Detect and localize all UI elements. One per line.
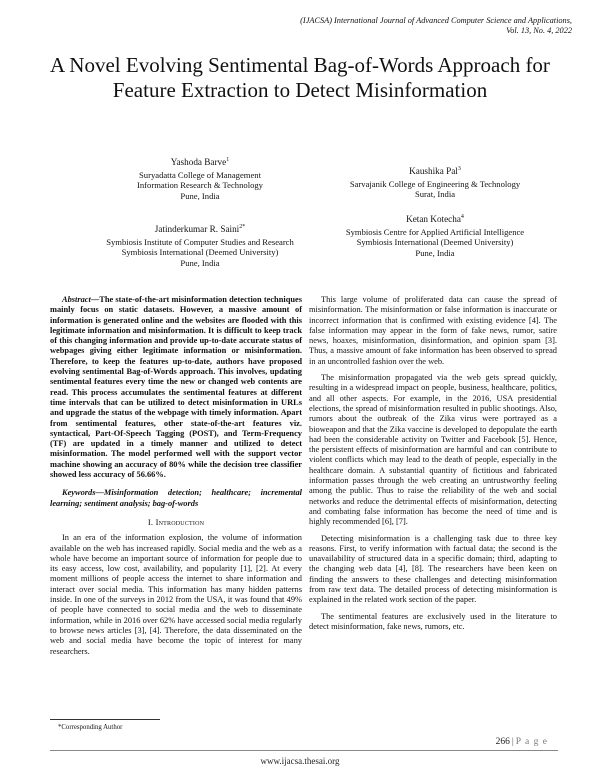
author-affiliation: Information Research & Technology <box>137 180 263 191</box>
body-paragraph: Detecting misinformation is a challenging task due to three key reasons. First, to verify information with factual data; the second is the unavailability of structured data in a specific domain; third, adapting to the changing web data [4], [8]. The researchers have been keen on finding the answers to these challenges and detecting misinformation from raw text data. The detailed process of detecting misinformation is explained in the related work section of the paper. <box>309 533 557 605</box>
author-name: Ketan Kotecha$^4$ <box>406 213 464 224</box>
footnote-divider <box>50 719 160 720</box>
author-affiliation: Symbiosis Centre for Applied Artificial Intelligence <box>345 226 525 237</box>
author-affiliation: Symbiosis Institute of Computer Studies and Research <box>106 236 294 247</box>
body-paragraph: The misinformation propagated via the web gets spread quickly, resulting in a widespread impact on people, business, healthcare, politics, and all other aspects. For example, in the 2016, USA presidential elections, the spread of misinformation resulted in public shootings. Also, rumors about the outbreak of the Zika virus were portrayed as a bioweapon and that the Zika vaccine is developed to depopulate the earth had been the considerable activity on Twitter and Facebook [5]. Hence, the persistent effects of misinformation are harmful and can contribute to violent conflicts which may lead to the death of people, especially in the healthcare domain. A substantial quantity of fictitious and fabricated information passes through the web creating an untrustworthy feeling among the public. Thus to raise the reliability of the web and social networks and reduce the detrimental effects of misinformation, detecting and combating false information has become the need of time and is highly recommended [6], [7]. <box>309 373 557 527</box>
body-paragraph: This large volume of proliferated data can cause the spread of misinformation. The misinformation or false information is inaccurate or incorrect information that is confirmed with existing evidence [4]. The false information may appear in the form of fake news, rumor, satire news, hoaxes, misinformation, disinformation, and opinion spam [3]. Thus, a massive amount of fake information has been observed to spread in an uncontrolled fashion over the web. <box>309 295 557 366</box>
body-paragraph: The sentimental features are exclusively used in the literature to detect misinformation, fake news, rumors, etc. <box>309 611 557 631</box>
left-column <box>50 295 302 663</box>
section-heading-introduction: I. Introduction <box>147 516 205 527</box>
author-block-3 <box>310 166 560 200</box>
journal-name: (IJACSA) International Journal of Advanced Computer Science and Applications, <box>300 16 572 25</box>
page-number: 266 | P a g e <box>495 737 548 747</box>
footnote-corresponding-author: *Corresponding Author <box>58 724 123 731</box>
author-affiliation: Pune, India <box>180 190 220 201</box>
keywords: Keywords—Misinformation detection; healthcare; incremental learning; sentiment analysis; bag-of-words <box>50 488 302 508</box>
author-affiliation: Suryadatta College of Management <box>139 169 261 180</box>
author-affiliation: Symbiosis International (Deemed University) <box>356 237 514 248</box>
author-affiliation: Pune, India <box>180 257 220 268</box>
right-column <box>309 295 557 638</box>
author-name: Yashoda Barve$^1$ <box>170 156 230 167</box>
author-affiliation: Sarvajanik College of Engineering & Technology <box>349 178 521 189</box>
journal-volume: Vol. 13, No. 4, 2022 <box>506 26 572 35</box>
author-affiliation: Pune, India <box>415 247 455 258</box>
author-name: Kaushika Pal$^3$ <box>409 165 461 176</box>
body-paragraph: In an era of the information explosion, the volume of information available on the web has increased rapidly. Social media and the web as a whole have become an important source of information for people due to its easy access, low cost, availability, and popularity [1], [2]. At every moment millions of people access the internet to share information and interact over social media. This information has many hidden patterns inside. In one of the surveys in 2012 from the USA, it was found that 49% of people have connected to social media and the web to disseminate information, while in 2016 over 62% have accessed social media regularly to browse news articles [3], [4]. Therefore, the data disseminated on the web and social media have become the topic of interest for many researchers. <box>50 533 302 656</box>
paper-title: A Novel Evolving Sentimental Bag-of-Words Approach for Feature Extraction to Detect Misinformation <box>50 53 550 102</box>
abstract: Abstract—The state-of-the-art misinformation detection techniques mainly focus on static datasets. However, a massive amount of information is generated online and the websites are flooded with this legitimate information and misinformation. It is difficult to keep track of this changing information and provide up-to-date accurate status of webpages giving either legitimate information or misinformation. Therefore, to keep the features up-to-date, authors have proposed evolving sentimental Bag-of-Words approach. This involves, updating sentimental features every time the new or changed web contents are read. This process accumulates the sentimental features at different time intervals that can be utilized to detect misinformation in URLs and upgrade the status of the webpage with timely information. Apart from sentimental features, other state-of-the-art features viz. syntactical, Part-Of-Speech Tagging (POST), and Term-Frequency (TF) are updated in a timely manner and utilized to detect misinformation. The model performed well with the support vector machine showing an accuracy of 80% while the decision tree classifier showed less accuracy of 56.66%. <box>50 295 302 480</box>
author-name: Jatinderkumar R. Saini$^{2*}$ <box>154 223 246 234</box>
footer-url: www.ijacsa.thesai.org <box>260 756 340 766</box>
author-block-1 <box>100 157 300 201</box>
journal-header <box>152 16 572 36</box>
author-affiliation: Symbiosis International (Deemed University) <box>121 247 279 258</box>
author-block-4 <box>300 214 570 258</box>
author-affiliation: Surat, India <box>414 189 456 200</box>
footer-divider <box>50 750 558 751</box>
